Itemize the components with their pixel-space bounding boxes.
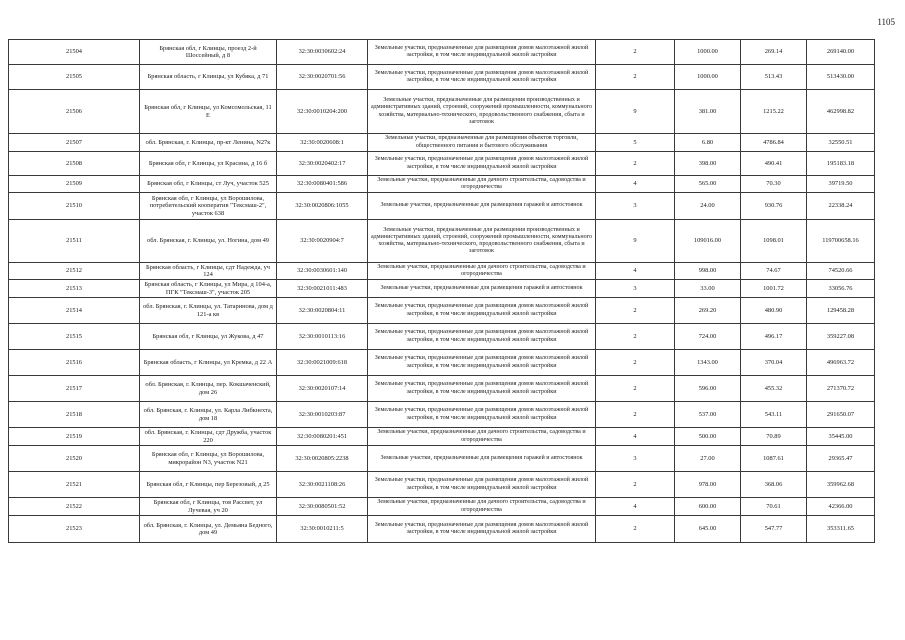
land-purpose-cell: Земельные участки, предназначенные для размещения домов малоэтажной жилой застройки, в том числе индивидуальной жилой застройки (368, 376, 596, 402)
cadastral-value-cell: 33056.76 (807, 280, 875, 298)
specific-value-cell: 496.17 (741, 324, 807, 350)
address-cell: Брянская обл, г Клинцы, ул Комсомольская, 11 Е (140, 90, 277, 134)
group-cell: 2 (596, 40, 675, 65)
table-row (9, 472, 875, 498)
specific-value-cell: 543.11 (741, 402, 807, 428)
address-cell: Брянская обл, г Клинцы, тов Рассвет, ул Лучевая, уч 20 (140, 498, 277, 516)
row-number-cell: 21510 (9, 193, 140, 220)
address-cell: Брянская область, г Клинцы, сдт Надежда, уч 124 (140, 263, 277, 280)
address-cell: обл. Брянская, г. Клинцы, ул. Карла Либкнехта, дом 18 (140, 402, 277, 428)
group-cell: 2 (596, 402, 675, 428)
cadastral-number-cell: 32:30:0020701:56 (277, 65, 368, 90)
specific-value-cell: 368.06 (741, 472, 807, 498)
land-purpose-cell: Земельные участки, предназначенные для размещения домов малоэтажной жилой застройки, в том числе индивидуальной жилой застройки (368, 152, 596, 176)
land-purpose-cell: Земельные участки, предназначенные для дачного строительства, садоводства и огородничества (368, 428, 596, 446)
address-cell: Брянская область, г Клинцы, ул Мира, д 104-а, ПГК "Тексмаш-3", участок 205 (140, 280, 277, 298)
row-number-cell: 21522 (9, 498, 140, 516)
specific-value-cell: 4786.84 (741, 134, 807, 152)
table-row (9, 263, 875, 280)
page-number: 1105 (877, 17, 895, 27)
area-cell: 398.00 (675, 152, 741, 176)
specific-value-cell: 480.90 (741, 298, 807, 324)
land-purpose-cell: Земельные участки, предназначенные для размещения домов малоэтажной жилой застройки, в том числе индивидуальной жилой застройки (368, 350, 596, 376)
cadastral-value-cell: 35445.00 (807, 428, 875, 446)
group-cell: 2 (596, 350, 675, 376)
group-cell: 2 (596, 298, 675, 324)
table-row (9, 40, 875, 65)
land-purpose-cell: Земельные участки, предназначенные для размещения домов малоэтажной жилой застройки, в том числе индивидуальной жилой застройки (368, 402, 596, 428)
cadastral-number-cell: 32:30:0021108:26 (277, 472, 368, 498)
land-purpose-cell: Земельные участки, предназначенные для размещения гаражей и автостоянок (368, 280, 596, 298)
group-cell: 3 (596, 446, 675, 472)
cadastral-value-cell: 119700658.16 (807, 220, 875, 263)
land-purpose-cell: Земельные участки, предназначенные для размещения производственных и административных зданий, строений, сооружений промышленности, коммунального хозяйства, материально-технического, продовольственного снабжения, сбыта и заготовок (368, 220, 596, 263)
cadastral-number-cell: 32:30:0080201:451 (277, 428, 368, 446)
group-cell: 9 (596, 220, 675, 263)
group-cell: 3 (596, 280, 675, 298)
cadastral-value-cell: 32550.51 (807, 134, 875, 152)
cadastral-number-cell: 32:30:0021009:618 (277, 350, 368, 376)
row-number-cell: 21512 (9, 263, 140, 280)
group-cell: 4 (596, 428, 675, 446)
address-cell: Брянская обл, г Клинцы, ул Жукова, д 47 (140, 324, 277, 350)
group-cell: 9 (596, 90, 675, 134)
address-cell: обл. Брянская, г. Клинцы, ул. Демьяна Бедного, дом 49 (140, 516, 277, 543)
cadastral-number-cell: 32:30:0020806:1055 (277, 193, 368, 220)
cadastral-value-cell: 271370.72 (807, 376, 875, 402)
cadastral-value-table (8, 39, 875, 543)
table-row (9, 176, 875, 193)
area-cell: 600.00 (675, 498, 741, 516)
table-row (9, 193, 875, 220)
area-cell: 109016.00 (675, 220, 741, 263)
cadastral-value-cell: 291650.07 (807, 402, 875, 428)
row-number-cell: 21523 (9, 516, 140, 543)
area-cell: 565.00 (675, 176, 741, 193)
row-number-cell: 21504 (9, 40, 140, 65)
specific-value-cell: 1001.72 (741, 280, 807, 298)
address-cell: Брянская обл, г Клинцы, ст Луч, участок 525 (140, 176, 277, 193)
land-purpose-cell: Земельные участки, предназначенные для размещения домов малоэтажной жилой застройки, в том числе индивидуальной жилой застройки (368, 40, 596, 65)
table-row (9, 298, 875, 324)
specific-value-cell: 74.67 (741, 263, 807, 280)
cadastral-value-cell: 462998.82 (807, 90, 875, 134)
table-row (9, 324, 875, 350)
area-cell: 24.00 (675, 193, 741, 220)
row-number-cell: 21509 (9, 176, 140, 193)
group-cell: 5 (596, 134, 675, 152)
specific-value-cell: 930.76 (741, 193, 807, 220)
specific-value-cell: 1215.22 (741, 90, 807, 134)
group-cell: 2 (596, 65, 675, 90)
area-cell: 27.00 (675, 446, 741, 472)
area-cell: 1000.00 (675, 65, 741, 90)
land-purpose-cell: Земельные участки, предназначенные для дачного строительства, садоводства и огородничества (368, 176, 596, 193)
land-purpose-cell: Земельные участки, предназначенные для размещения домов малоэтажной жилой застройки, в том числе индивидуальной жилой застройки (368, 516, 596, 543)
specific-value-cell: 70.30 (741, 176, 807, 193)
cadastral-number-cell: 32:30:0030602:24 (277, 40, 368, 65)
cadastral-number-cell: 32:30:0080501:52 (277, 498, 368, 516)
address-cell: Брянская обл, г Клинцы, проезд 2-й Шоссейный, д 8 (140, 40, 277, 65)
group-cell: 3 (596, 193, 675, 220)
specific-value-cell: 269.14 (741, 40, 807, 65)
row-number-cell: 21518 (9, 402, 140, 428)
cadastral-value-cell: 42366.00 (807, 498, 875, 516)
area-cell: 381.00 (675, 90, 741, 134)
table-row (9, 428, 875, 446)
cadastral-value-cell: 513430.00 (807, 65, 875, 90)
cadastral-number-cell: 32:30:0020608:1 (277, 134, 368, 152)
cadastral-value-cell: 29365.47 (807, 446, 875, 472)
table-row (9, 350, 875, 376)
table-row (9, 280, 875, 298)
table-row (9, 402, 875, 428)
cadastral-number-cell: 32:30:0010211:5 (277, 516, 368, 543)
land-purpose-cell: Земельные участки, предназначенные для дачного строительства, садоводства и огородничества (368, 498, 596, 516)
land-purpose-cell: Земельные участки, предназначенные для размещения домов малоэтажной жилой застройки, в том числе индивидуальной жилой застройки (368, 472, 596, 498)
address-cell: Брянская обл, г Клинцы, пер Березовый, д 25 (140, 472, 277, 498)
specific-value-cell: 1087.61 (741, 446, 807, 472)
area-cell: 645.00 (675, 516, 741, 543)
cadastral-value-cell: 359227.08 (807, 324, 875, 350)
cadastral-number-cell: 32:30:0010203:87 (277, 402, 368, 428)
table-row (9, 446, 875, 472)
specific-value-cell: 513.43 (741, 65, 807, 90)
row-number-cell: 21513 (9, 280, 140, 298)
land-purpose-cell: Земельные участки, предназначенные для дачного строительства, садоводства и огородничества (368, 263, 596, 280)
area-cell: 537.00 (675, 402, 741, 428)
area-cell: 998.00 (675, 263, 741, 280)
land-purpose-cell: Земельные участки, предназначенные для размещения гаражей и автостоянок (368, 446, 596, 472)
row-number-cell: 21520 (9, 446, 140, 472)
row-number-cell: 21514 (9, 298, 140, 324)
row-number-cell: 21517 (9, 376, 140, 402)
row-number-cell: 21516 (9, 350, 140, 376)
table-row (9, 134, 875, 152)
row-number-cell: 21508 (9, 152, 140, 176)
cadastral-value-cell: 359962.68 (807, 472, 875, 498)
row-number-cell: 21505 (9, 65, 140, 90)
group-cell: 4 (596, 263, 675, 280)
land-purpose-cell: Земельные участки, предназначенные для размещения гаражей и автостоянок (368, 193, 596, 220)
row-number-cell: 21507 (9, 134, 140, 152)
area-cell: 269.20 (675, 298, 741, 324)
address-cell: обл. Брянская, г. Клинцы, пр-кт Ленина, N27к (140, 134, 277, 152)
row-number-cell: 21521 (9, 472, 140, 498)
area-cell: 6.80 (675, 134, 741, 152)
cadastral-number-cell: 32:30:0080401:586 (277, 176, 368, 193)
cadastral-value-cell: 22338.24 (807, 193, 875, 220)
row-number-cell: 21511 (9, 220, 140, 263)
specific-value-cell: 70.89 (741, 428, 807, 446)
table-row (9, 516, 875, 543)
table-row (9, 90, 875, 134)
land-purpose-cell: Земельные участки, предназначенные для размещения домов малоэтажной жилой застройки, в том числе индивидуальной жилой застройки (368, 65, 596, 90)
address-cell: обл. Брянская, г. Клинцы, ул. Татаринова, дом д 121-а кв (140, 298, 277, 324)
cadastral-value-cell: 74520.66 (807, 263, 875, 280)
cadastral-number-cell: 32:30:0020107:14 (277, 376, 368, 402)
cadastral-number-cell: 32:30:0020805:2238 (277, 446, 368, 472)
land-purpose-cell: Земельные участки, предназначенные для размещения производственных и административных зданий, строений, сооружений промышленности, коммунального хозяйства, материально-технического, продовольственного снабжения, сбыта и заготовок (368, 90, 596, 134)
group-cell: 4 (596, 498, 675, 516)
row-number-cell: 21506 (9, 90, 140, 134)
cadastral-number-cell: 32:30:0020904:7 (277, 220, 368, 263)
address-cell: Брянская обл, г Клинцы, ул Ворошилова, потребительский кооператив "Тексмаш-2", участок 638 (140, 193, 277, 220)
group-cell: 2 (596, 376, 675, 402)
cadastral-number-cell: 32:30:0030601:140 (277, 263, 368, 280)
group-cell: 2 (596, 324, 675, 350)
row-number-cell: 21519 (9, 428, 140, 446)
cadastral-value-cell: 269140.00 (807, 40, 875, 65)
land-purpose-cell: Земельные участки, предназначенные для размещения объектов торговли, общественного питания и бытового обслуживания (368, 134, 596, 152)
address-cell: обл. Брянская, г. Клинцы, пер. Кокшаченский, дом 26 (140, 376, 277, 402)
cadastral-value-cell: 195183.18 (807, 152, 875, 176)
area-cell: 33.00 (675, 280, 741, 298)
specific-value-cell: 547.77 (741, 516, 807, 543)
address-cell: Брянская обл, г Клинцы, ул Ворошилова, микрорайон N3, участок N21 (140, 446, 277, 472)
specific-value-cell: 455.32 (741, 376, 807, 402)
area-cell: 500.00 (675, 428, 741, 446)
area-cell: 1343.00 (675, 350, 741, 376)
group-cell: 2 (596, 472, 675, 498)
area-cell: 724.00 (675, 324, 741, 350)
table-row (9, 376, 875, 402)
cadastral-number-cell: 32:30:0020804:11 (277, 298, 368, 324)
table-body (9, 40, 875, 543)
cadastral-value-cell: 353311.65 (807, 516, 875, 543)
specific-value-cell: 490.41 (741, 152, 807, 176)
cadastral-number-cell: 32:30:0010204:200 (277, 90, 368, 134)
address-cell: обл. Брянская, г. Клинцы, сдт Дружба, участок 220 (140, 428, 277, 446)
specific-value-cell: 370.04 (741, 350, 807, 376)
table-row (9, 65, 875, 90)
cadastral-value-cell: 39719.50 (807, 176, 875, 193)
cadastral-value-cell: 129458.28 (807, 298, 875, 324)
area-cell: 1000.00 (675, 40, 741, 65)
cadastral-number-cell: 32:30:0020402:17 (277, 152, 368, 176)
table-row (9, 220, 875, 263)
cadastral-value-cell: 496963.72 (807, 350, 875, 376)
group-cell: 2 (596, 516, 675, 543)
specific-value-cell: 70.61 (741, 498, 807, 516)
address-cell: Брянская область, г Клинцы, ул Кубяка, д 71 (140, 65, 277, 90)
row-number-cell: 21515 (9, 324, 140, 350)
address-cell: Брянская область, г Клинцы, ул Кремка, д 22 А (140, 350, 277, 376)
area-cell: 978.00 (675, 472, 741, 498)
table-row (9, 498, 875, 516)
land-purpose-cell: Земельные участки, предназначенные для размещения домов малоэтажной жилой застройки, в том числе индивидуальной жилой застройки (368, 324, 596, 350)
cadastral-number-cell: 32:30:0021011:483 (277, 280, 368, 298)
group-cell: 4 (596, 176, 675, 193)
area-cell: 596.00 (675, 376, 741, 402)
specific-value-cell: 1098.01 (741, 220, 807, 263)
address-cell: обл. Брянская, г. Клинцы, ул. Ногина, дом 49 (140, 220, 277, 263)
table-row (9, 152, 875, 176)
cadastral-number-cell: 32:30:0010113:16 (277, 324, 368, 350)
group-cell: 2 (596, 152, 675, 176)
address-cell: Брянская обл, г Клинцы, ул Красина, д 16 б (140, 152, 277, 176)
land-purpose-cell: Земельные участки, предназначенные для размещения домов малоэтажной жилой застройки, в том числе индивидуальной жилой застройки (368, 298, 596, 324)
